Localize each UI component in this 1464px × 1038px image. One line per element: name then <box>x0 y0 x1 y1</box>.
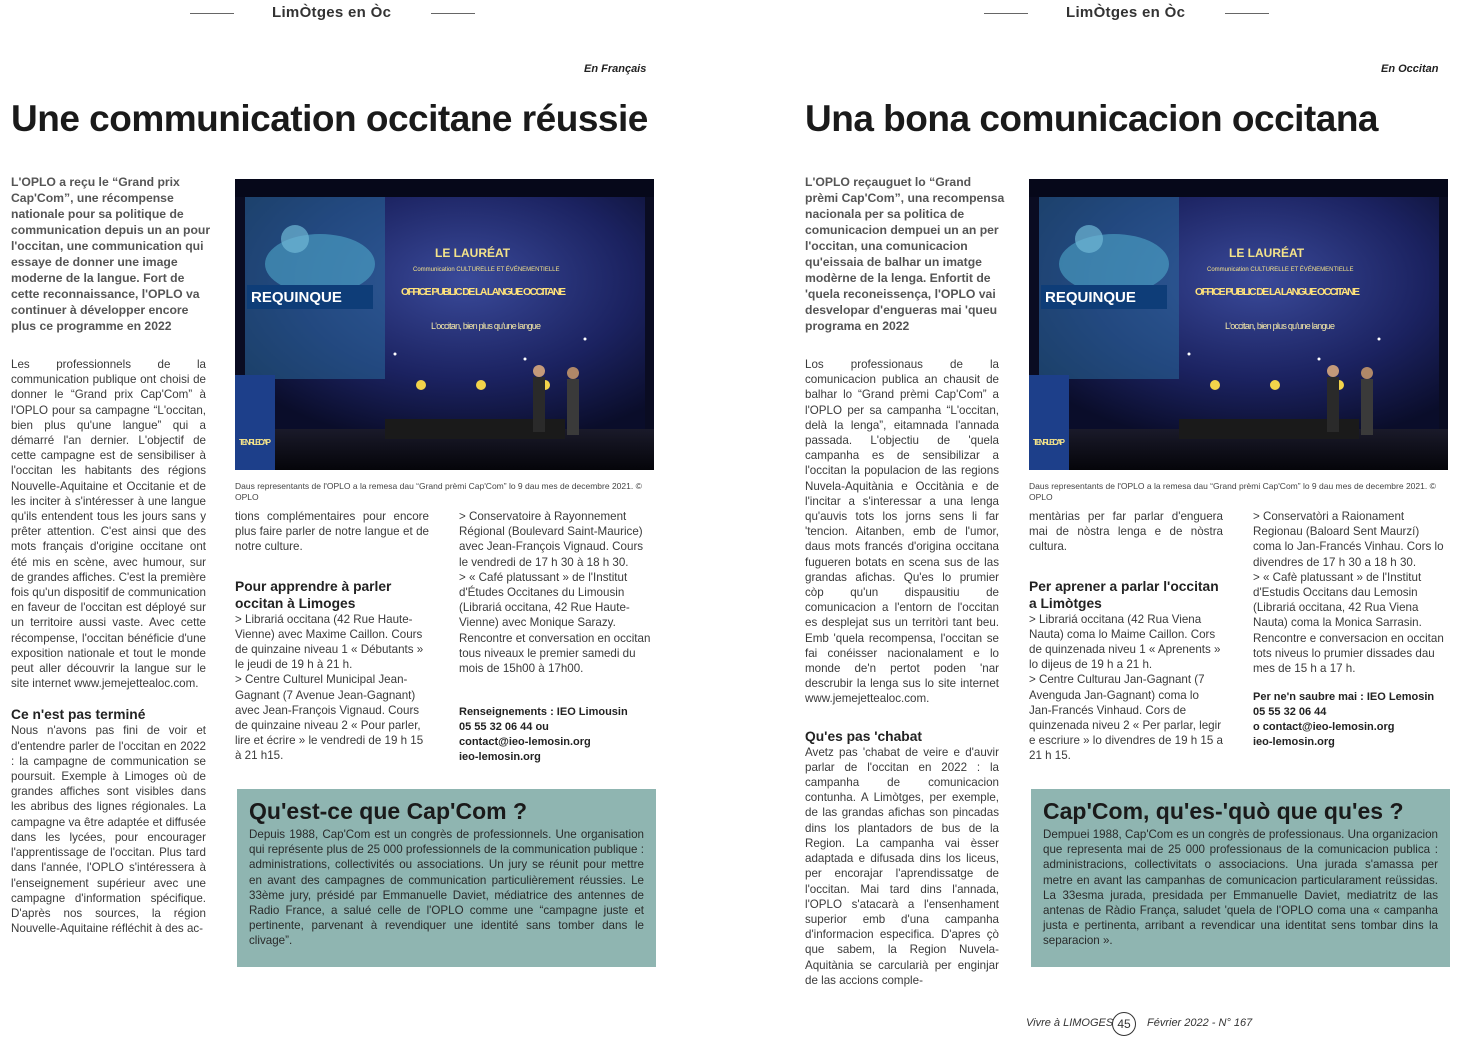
contact-website[interactable]: ieo-lemosin.org <box>459 751 541 764</box>
contact-label: Renseignements : IEO Limousin <box>459 706 628 719</box>
page-footer <box>1026 1012 1286 1036</box>
paragraph: > Conservatòri a Raionament Regionau (Baloard Sent Maurzí) coma lo Jan-Francés Vinhau. Cors lo divendres de 17 h 30 a 18 h 30. <box>1253 510 1444 569</box>
org-text: OFFICE PUBLIC DE LA LANGUE OCCITANE <box>401 286 566 298</box>
photo-caption: Daus representants de l'OPLO a la remesa dau “Grand prèmi Cap'Com” lo 9 dau mes de decembre 2021. © OPLO <box>235 481 642 502</box>
award-photo-image <box>235 179 654 470</box>
section-heading: Per aprener a parlar l'occitan a Limòtges <box>1029 578 1219 611</box>
paragraph: > « Cafè platussant » de l'Institut d'Estudis Occitans dau Lemosin (Librariá occitana, 42 Rua Viena Nauta) coma la Monica Sarrasin. Rencontre e conversacion en occitan tots niveus lo prumier dissades dau mes de 15 h a 17 h. <box>1253 570 1444 676</box>
header-rule-right <box>431 13 475 14</box>
paragraph: mentàrias per far parlar d'enguera mai de nòstra lenga e de nòstra cultura. <box>1029 510 1223 554</box>
header-brand: LimÒtges en Òc <box>1066 4 1186 21</box>
page-french <box>0 0 700 1038</box>
issue-date: Février 2022 - N° 167 <box>1147 1017 1253 1029</box>
laureat-text: LE LAURÉAT <box>435 246 511 260</box>
page-header <box>793 4 1464 24</box>
contact-website[interactable]: ieo-lemosin.org <box>1253 736 1335 749</box>
contact-email[interactable]: contact@ieo-lemosin.org <box>459 736 591 749</box>
info-box-title: Cap'Com, qu'es-'quò que qu'es ? <box>1043 798 1404 824</box>
paragraph: Avetz pas 'chabat de veire e d'auvir parlar de l'occitan en 2022 : la campanha de comunicacion contunha. A Limòtges, per exemple, de las grandas afichas son pincadas dins los plantadors de bus de la Region. La campanha vai èsser adaptada e difusada dins los liceus, per encorajar l'aprendissatge de l'occitan. Mai tard dins l'annada, l'OPLO s'atacarà a l'ensenhament superior emb d'una campanha d'informacion especifica. D'apres çò que sabem, la Region Nuvela-Aquitània se carcularià per enginjar de las accions comple- <box>805 745 999 987</box>
article-column-1 <box>11 357 206 936</box>
language-tag: En Français <box>584 63 647 75</box>
slogan-text: L'occitan, bien plus qu'une langue <box>1225 321 1335 331</box>
paragraph: > Librariá occitana (42 Rue Haute-Vienne) avec Maxime Caillon. Cours de quinzaine niveau 1 « Débutants » le jeudi de 19 h à 21 h. <box>235 612 424 672</box>
photo-caption: Daus representants de l'OPLO a la remesa dau “Grand prèmi Cap'Com” lo 9 dau mes de decembre 2021. © OPLO <box>1029 481 1436 502</box>
paragraph: > Centre Culturau Jan-Gagnant (7 Avenguda Jan-Gagnant) coma lo Jan-Francés Vinhaud. Cors de quinzenada niveu 2 « Per parlar, legir e escriure » lo divendres de 19 h 15 a 21 h 15. <box>1029 673 1223 763</box>
paragraph: > « Café platussant » de l'Institut d'Études Occitanes du Limousin (Librariá occitana, 42 Rue Haute-Vienne) avec Monique Sarazy. Rencontre et conversation en occitan tous niveaux le premier samedi du mois de 15h00 à 17h00. <box>459 570 651 676</box>
article-column-3 <box>459 509 654 765</box>
article-intro: L'OPLO reçauguet lo “Grand prèmi Cap'Com”, una recompensa nacionala per sa politica de comunicacion dempuei un an per l'occitan, una comunicacion qu'eissaia de balhar un imatge modèrne de la lenga. Enfortit de 'quela reconeissença, l'OPLO vai desvelopar d'engueras mai 'queu programa en 2022 <box>805 175 1005 333</box>
info-box-text: Depuis 1988, Cap'Com est un congrès de professionnels. Une organisation qui représente plus de 25 000 professionnels de la communication publique : administrations, collectivités ou associations. Un jury se réunit pour mettre en avant des campagnes de communication particulièrement réussies. Le 33ème jury, présidé par Emmanuelle Daviet, médiatrice des antennes de Radio France, a salué celle de l'OPLO comme une “campagne juste et pertinente, parvenant à revendiquer une identité sans tomber dans le clivage”. <box>249 828 644 948</box>
article-column-1 <box>805 357 999 988</box>
section-heading: Qu'es pas 'chabat <box>805 728 922 744</box>
laureat-text: LE LAURÉAT <box>1229 246 1305 260</box>
article-title: Una bona comunicacion occitana <box>805 98 1379 139</box>
info-box <box>1031 789 1450 967</box>
category-text: Communication CULTURELLE ET ÉVÉNEMENTIELLE <box>413 267 560 273</box>
category-text: Communication CULTURELLE ET ÉVÉNEMENTIELLE <box>1207 267 1354 273</box>
info-box-title: Qu'est-ce que Cap'Com ? <box>249 798 528 824</box>
magazine-name: Vivre à LIMOGES <box>1026 1017 1114 1029</box>
paragraph: Los professionaus de la comunicacion publica an chausit de balhar lo “Grand prèmi Cap'Com” a l'OPLO per sa campanha “L'occitan, delà la lenga”, eitamnada l'annada passada. L'objectiu de 'quela campanha es de sensibilizar a l'occitan la populacion de las regions Nuvela-Aquitània e Occitània e de l'incitar a s'interessar a una lenga qu'auvis tots los jorns sens li far 'tencion. Aitanben, emb de l'umor, daus mots francés d'origina occitana fugueren botats en scena sus de las grandas afichas. Qu'es lo prumier còp qu'un dispausitiu de comunicacion a l'entorn de l'occitan es desplejat sus un territòri tant beu. Emb 'quela recompensa, l'occitan se fai conéisser nacionalament e lo monde de'n pertot poden 'nar descrubir la lenga sus lo site internet www.jemejettealoc.com. <box>805 358 999 706</box>
section-heading: Ce n'est pas terminé <box>11 707 146 723</box>
page-header <box>0 4 700 24</box>
contact-phone: 05 55 32 06 44 ou <box>459 721 549 734</box>
article-column-2 <box>1029 509 1223 764</box>
award-photo <box>1029 179 1448 470</box>
requinque-text: REQUINQUE <box>251 289 342 306</box>
language-tag: En Occitan <box>1381 63 1439 75</box>
header-rule-right <box>1225 13 1269 14</box>
article-title: Une communication occitane réussie <box>11 98 648 139</box>
slogan-text: L'occitan, bien plus qu'une langue <box>431 321 541 331</box>
paragraph: > Librariá occitana (42 Rua Viena Nauta) coma lo Maime Caillon. Cors de quinzenada niveu 1 « Aprenents » lo dijeus de 19 h a 21 h. <box>1029 612 1221 672</box>
info-box-text: Dempuei 1988, Cap'Com es un congrès de professionaus. Una organizacion que representa mai de 25 000 professionaus de la comunicacion publica : administracions, collectivitats o associacions. Una jurada s'amassa per metre en avant las campanhas de comunicacion particularament reüssidas. La 33esma jurada, presidada per Emmanuelle Daviet, mediatritz de las antenas de Ràdio França, saludet 'quela de l'OPLO coma una « campanha justa e pertinenta, arribant a revendicar una identitat sens tombar dins la separacion ». <box>1043 828 1438 948</box>
paragraph: Les professionnels de la communication publique ont choisi de donner le “Grand prix Cap'Com” à l'OPLO pour sa campagne “L'occitan, bien plus qu'une langue” qui a démarré l'an dernier. L'objectif de cette campagne est de sensibiliser à l'occitan les habitants des régions Nouvelle-Aquitaine et Occitanie et de les inciter à s'intéresser à une langue qu'ils entendent tous les jours sans y prêter attention. C'est ainsi que des mots français d'origine occitane ont été mis en scène, avec humour, sur de grandes affiches. C'est la première fois qu'un dispositif de communication en faveur de l'occitan est déployé sur un territoire aussi vaste. Avec cette récompense, l'occitan bénéficie d'une exposition nationale et tout le monde peut aller découvrir la langue sur le site internet www.jemejettealoc.com. <box>11 358 206 691</box>
header-rule-left <box>190 13 234 14</box>
contact-phone: 05 55 32 06 44 <box>1253 706 1327 719</box>
page-number: 45 <box>1112 1012 1136 1036</box>
page-occitan <box>793 0 1464 1038</box>
header-rule-left <box>984 13 1028 14</box>
paragraph: tions complémentaires pour encore plus faire parler de notre langue et de notre culture. <box>235 510 429 554</box>
award-photo-image <box>1029 179 1448 470</box>
info-box <box>237 789 656 967</box>
article-column-2 <box>235 509 429 764</box>
article-intro: L'OPLO a reçu le “Grand prix Cap'Com”, une récompense nationale pour sa politique de communication depuis un an pour l'occitan, une communication qui essaye de donner une image moderne de la langue. Fort de cette reconnaissance, l'OPLO va continuer à développer encore plus ce programme en 2022 <box>11 175 211 333</box>
tenir-text: TENIR LE CAP <box>239 438 271 447</box>
contact-email[interactable]: o contact@ieo-lemosin.org <box>1253 721 1395 734</box>
paragraph: Nous n'avons pas fini de voir et d'entendre parler de l'occitan en 2022 : la campagne de communication se poursuit. Exemple à Limoges où de grandes affiches sont visibles dans les abribus des lignes régionales. La campagne va être adaptée et diffusée dans les lycées, pour encourager l'apprentissage de l'occitan. Plus tard dans l'année, l'OPLO s'intéressera à l'enseignement supérieur avec une campagne d'information spécifique. D'après nos sources, la région Nouvelle-Aquitaine réfléchit à des ac- <box>11 724 206 936</box>
requinque-text: REQUINQUE <box>1045 289 1136 306</box>
paragraph: > Centre Culturel Municipal Jean-Gagnant (7 Avenue Jean-Gagnant) avec Jean-François Vignaud. Cours de quinzaine niveau 2 « Pour parler, lire et écrire » le vendredi de 19 h 15 à 21 h15. <box>235 673 424 763</box>
contact-label: Per ne'n saubre mai : IEO Lemosin <box>1253 691 1435 704</box>
award-photo <box>235 179 654 470</box>
paragraph: > Conservatoire à Rayonnement Régional (Boulevard Saint-Maurice) avec Jean-François Vignaud. Cours le vendredi de 17 h 30 à 18 h 30. <box>459 510 644 569</box>
section-heading: Pour apprendre à parler occitan à Limoges <box>235 578 392 611</box>
org-text: OFFICE PUBLIC DE LA LANGUE OCCITANE <box>1195 286 1360 298</box>
header-brand: LimÒtges en Òc <box>272 4 392 21</box>
tenir-text: TENIR LE CAP <box>1033 438 1065 447</box>
article-column-3 <box>1253 509 1448 750</box>
